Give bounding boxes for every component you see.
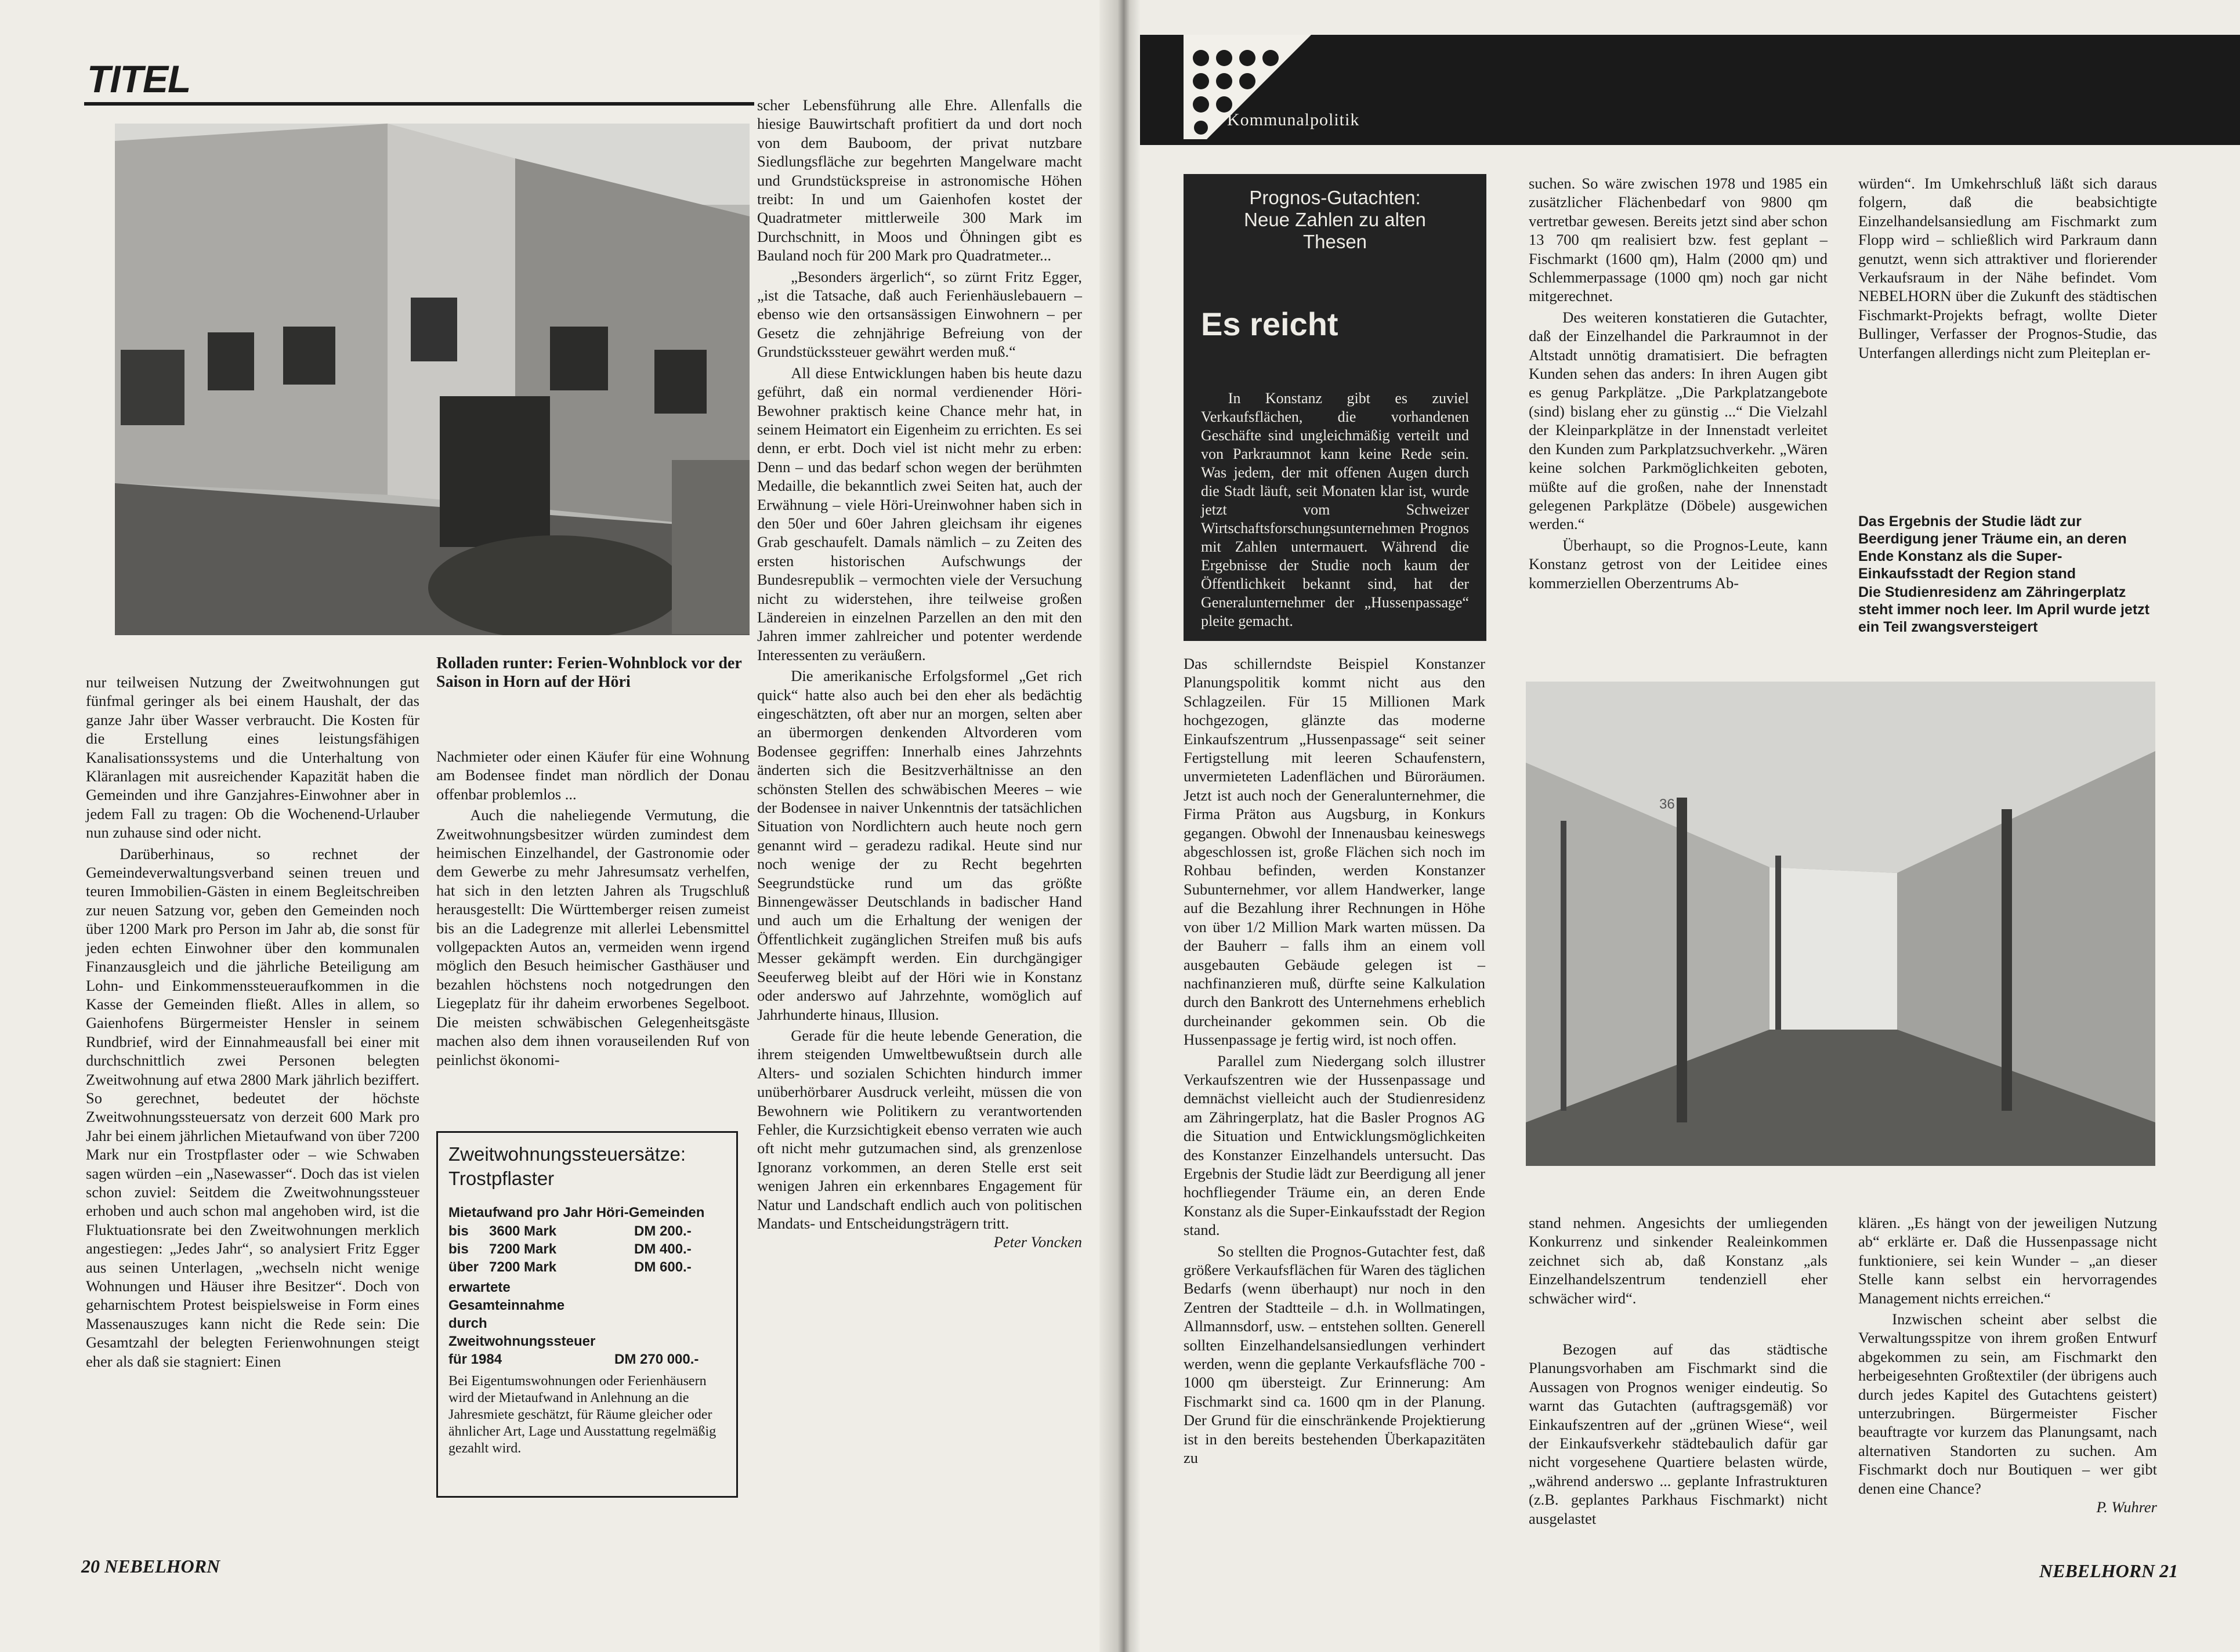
photo-caption: Die Studienresidenz am Zähringerplatz steht immer noch leer. Im April wurde jetzt ein Teil zwangsversteigert: [1858, 584, 2149, 635]
paragraph: suchen. So wäre zwischen 1978 und 1985 ein zusätzlicher Flächenbedarf von 9800 qm vertretbar gewesen. Bereits jetzt sind aber schon 13 700 qm realisiert bzw. fest geplant – Fischmarkt (1600 qm), Halm (2000 qm) und Schlemmerpassage (1000 qm) noch gar nicht mitgerechnet.: [1529, 175, 1828, 305]
sidebar-box: [1184, 174, 1486, 641]
row-value: DM 600.-: [634, 1259, 692, 1275]
sidebar-headline: Es reicht: [1201, 306, 1338, 342]
paragraph: klären. „Es hängt von der jeweiligen Nutzung ab“ erklärte er. Daß die Hussenpassage nicht funktioniere, sei kein Wunder – „an dieser Stelle kann selbst ein hervorragendes Management nichts erreichen.“: [1858, 1214, 2157, 1307]
arcade-photo: [1526, 682, 2155, 1166]
page-footer: NEBELHORN 21: [2039, 1560, 2179, 1581]
paragraph: Überhaupt, so die Prognos-Leute, kann Konstanz getrost von der Leitidee eines kommerziellen Oberzentrums Ab-: [1529, 536, 1828, 592]
paragraph: Des weiteren konstatieren die Gutachter, daß der Einzelhandel die Parkraumnot in der Altstadt unnötig dramatisiert. Die befragten Kunden sehen das anders: In ihren Augen gibt es genug Parkplätze. „Die Parkplatzangebote (sind) bislang eher zu günstig ...“ Die Vielzahl der Kleinparkplätze in der Innenstadt verleitet den Kunden zum Parkplatzsuchverkehr. „Wären keine solchen Parkmöglichkeiten geboten, müßte auf die großen, nahe der Innenstadt gelegenen Parkplätze (Döbele) ausgewichen werden.“: [1529, 308, 1828, 533]
box-row: [448, 1222, 726, 1240]
right-column-5: [1858, 1213, 2157, 1517]
paragraph: Inzwischen scheint aber selbst die Verwaltungsspitze von ihrem großen Entwurf abgekommen zu sein, am Fischmarkt den herbeigesehnten Großtextiler (der übrigens auch durch jedes Kapitel des Gutachtens geistert) unterzubringen. Bürgermeister Fischer beauftragte vor kurzem das Planungsamt, nach alternativen Standorten zu suchen. Am Fischmarkt doch nur Boutiquen – wer gibt denen eine Chance?: [1858, 1310, 2157, 1497]
paragraph: Darüberhinaus, so rechnet der Gemeindeverwaltungsverband seinen treuen und teuren Immobilien-Gästen in einem Begleitschreiben zur neuen Satzung vor, geben den Gemeinden noch über 1200 Mark pro Person im Jahr ab, die sonst für jeden echten Einwohner über den kommunalen Finanzausgleich und die jährliche Beteiligung am Lohn- und Einkommenssteueraufkommen in die Kasse der Gemeinden fließt. Alles in allem, so Gaienhofens Bürgermeister Hensler in seinem Rundbrief, wird der Einnahmeausfall bei einer mit durchschnittlich zwei Personen belegten Zweitwohnung auf etwa 2800 Mark jährlich beziffert. So gerechnet, bedeutet der höchste Zweitwohnungssteuersatz von derzeit 600 Mark pro Jahr bei einem jährlichen Mietaufwand von über 7200 Mark nur ein Trostpflaster oder – wie Schwaben sagen würden –ein „Nasewasser“. Doch das ist vielen schon zuviel: Seitdem die Zweitwohnungssteuer erhoben und auch schon mal angehoben wird, ist die Fluktuationsrate bei den Zweitwohnungen merklich angestiegen: „Jedes Jahr“, so analysiert Fritz Egger aus seinen Unterlagen, „wechseln nicht wenige Wohnungen und Häuser ihre Besitzer“. Doch von geharnischtem Protest beispielsweise in Form eines Massenauszuges kann nicht die Rede sein: Die Gesamtzahl der belegten Ferienwohnungen steigt eher als daß sie stagniert: Einen: [86, 845, 419, 1370]
paragraph: All diese Entwicklungen haben bis heute dazu geführt, daß ein normal verdienender Höri-Bewohner praktisch keine Chance mehr hat, in seinem Heimatort ein Eigenheim zu errichten. Es sei denn, er erbt. Doch viel ist nicht mehr zu erben: Denn – und das bedarf schon wegen der berühmten Medaille, die bekanntlich zwei Seiten hat, auch der Erwähnung – viele Höri-Ureinwohner haben sich in den 50er und 60er Jahren gleichsam ihr eigenes Grab geschaufelt. Damals nämlich – zu Zeiten des ersten historischen Aufschwungs der Bundesrepublik – vermochten viele der Versuchung nicht zu widerstehen, ihre teilweise großen Ländereien in einzelnen Parzellen an den mit den Jahren immer zahlreicher und potenter werdende Interessenten zu veräußern.: [757, 364, 1082, 664]
author: Peter Voncken: [993, 1233, 1082, 1251]
box-note: Bei Eigentumswohnungen oder Ferienhäusern wird der Mietaufwand in Anlehnung an die Jahresmiete geschätzt, für Räume gleicher oder ähnlicher Art, Lage und Ausstattung regelmäßig gezahlt wird.: [448, 1374, 716, 1456]
paragraph: scher Lebensführung alle Ehre. Allenfalls die hiesige Bauwirtschaft profitiert da und dort noch von dem Bauboom, der privat nutzbare Siedlungsfläche zur begehrten Mangelware macht und Grundstückspreise in astronomische Höhen treibt: In und um Gaienhofen kostet der Quadratmeter mittlerweile 300 Mark im Durchschnitt, in Moos und Öhningen gibt es Bauland noch für 200 Mark pro Quadratmeter...: [757, 96, 1082, 265]
row-value: DM 400.-: [634, 1241, 692, 1257]
box-row: [448, 1258, 726, 1276]
paragraph: Die amerikanische Erfolgsformel „Get rich quick“ hatte also auch bei den eher als bedächtig eingeschätzten, oft aber nur an morgen, selten aber an übermorgen denkenden Altvorderen vom Bodensee gegriffen: Innerhalb eines Jahrzehnts änderten sich die Besitzverhältnisse an den schönsten Stellen des schwäbischen Meeres – wie der Bodensee in naiver Unkenntnis der tatsächlichen Situation von Nordlichtern auch heute noch gern genannt wird – geradezu radikal. Heute sind nur noch wenige der zu Recht begehrten Seegrundstücke rund um das größte Binnengewässer Deutschlands in badischer Hand und auch um die Erhaltung der wenigen der Öffentlichkeit zugänglichen Streifen muß bis aufs Messer gekämpft werden. Ein durchgängiger Seeuferweg bleibt auf der Höri wie in Konstanz oder anderswo auf Jahrzehnte, womöglich auf Jahrhunderte hinaus, Illusion.: [757, 667, 1082, 1023]
row-amount: 7200 Mark: [489, 1259, 557, 1275]
paragraph: nur teilweisen Nutzung der Zweitwohnungen gut fünfmal geringer als bei einem Haushalt, der das ganze Jahr über Wasser verbraucht. Die Kosten für die Erstellung eines leistungsfähigen Kanalisationssystems und die Unterhaltung von Kläranlagen mit ausreichender Kapazität haben die Gemeinden und ihre Ganzjahres-Einwohner aber in jedem Fall zu tragen: Ob die Wochenend-Urlauber nun zuhause sind oder nicht.: [86, 673, 419, 842]
box-expected-value: DM 270 000.-: [614, 1352, 699, 1367]
paragraph: würden“. Im Umkehrschluß läßt sich daraus folgern, daß die beabsichtigte Einzelhandelsansiedlung am Fischmarkt zum Flopp wird – schließlich wird Parkraum dann genutzt, wenn sich attraktiver und florierender Verkaufsraum in der Nähe befindet. Vom NEBELHORN über die Zukunft des städtischen Fischmarkt-Projekts befragt, wollte Dieter Bullinger, Verfasser der Prognos-Studie, das Unterfangen allerdings nicht zum Pleiteplan er-: [1858, 175, 2157, 361]
section-label: Kommunalpolitik: [1227, 110, 1360, 129]
pull-quote-caption: Das Ergebnis der Studie lädt zur Beerdigung jener Träume ein, an deren Ende Konstanz als die Super-Einkaufsstadt der Region stand: [1858, 513, 2127, 582]
sidebar-kicker: Prognos-Gutachten: Neue Zahlen zu alten Thesen: [1244, 187, 1426, 252]
book-spine: [1099, 0, 1140, 1652]
paragraph: So stellten die Prognos-Gutachter fest, daß größere Verkaufsflächen für Waren des täglichen Bedarfs (wenn überhaupt) nur noch in den Zentren der Stadtteile – d.h. in Wollmatingen, Allmannsdorf, usw. – entstehen sollten. Generell sollten Einzelhandelsansiedlungen verhindert werden, wenn die geplante Verkaufsfläche 700 - 1000 qm übersteigt. Zur Erinnerung: Am Fischmarkt sind ca. 1600 qm in der Planung. Der Grund für die einschränkende Projektierung ist in den bereits bestehenden Überkapazitäten zu: [1184, 1242, 1485, 1467]
left-column-3: [757, 96, 1082, 1252]
row-amount: 7200 Mark: [489, 1241, 557, 1257]
paragraph: Gerade für die heute lebende Generation, die ihrem steigenden Umweltbewußtsein durch alle Alters- und sozialen Schichten hindurch immer unüberhörbarer Ausdruck verleiht, müssen die von Bewohnern wie Politikern zu verantwortenden Fehler, die Kurzsichtigkeit ebenso verraten wie auch oft nicht mehr gutzumachen sind, als grenzenlose Ignoranz vorkommen, an deren Stelle erst seit wenigen Jahren ein erkennbares Engagement für Natur und Landschaft endlich auch von politischen Mandats- und Entscheidungsträgern tritt.: [757, 1026, 1082, 1232]
row-value: DM 200.-: [634, 1223, 692, 1239]
paragraph: stand nehmen. Angesichts der umliegenden Konkurrenz und sinkender Realeinkommen zeichnet sich ab, daß Konstanz „als Einzelhandelszentrum tendenziell eher schwächer wird“.: [1529, 1214, 1828, 1307]
box-expected-label: erwartete Gesamteinnahme durch Zweitwohnungssteuer für 1984: [448, 1280, 596, 1367]
paragraph: Nachmieter oder einen Käufer für eine Wohnung am Bodensee findet man nördlich der Donau offenbar problemlos ...: [436, 748, 750, 803]
paragraph: Parallel zum Niedergang solch illustrer Verkaufszentren wie der Hussenpassage und demnächst vielleicht auch der Studienresidenz am Zähringerplatz, hat die Basler Prognos AG die Situation und Entwicklungsmöglichkeiten des Konstanzer Einzelhandels untersucht. Das Ergebnis der Studie lädt zur Beerdigung all jener hochfliegender Träume ein, an deren Ende Konstanz als die Super-Einkaufsstadt der Region stand.: [1184, 1052, 1485, 1239]
author: P. Wuhrer: [2096, 1498, 2157, 1516]
right-column-1: [1184, 654, 1485, 1467]
section-label: TITEL: [87, 57, 191, 100]
box-expected: [448, 1278, 726, 1368]
paragraph: Bezogen auf das städtische Planungsvorhaben am Fischmarkt sind die Aussagen von Prognos weniger eindeutig. So warnt das Gutachten (auftragsgemäß) vor Einkaufszentren auf der „grünen Wiese“, weil der Einkaufsverkehr städtebaulich dafür gar nicht vorgesehene Quartiere belasten würde, „während anderswo ... geplante Infrastrukturen (z.B. geplantes Parkhaus Fischmarkt) nicht ausgelastet: [1529, 1341, 1828, 1527]
right-column-3: [1858, 174, 2157, 362]
left-column-2: [436, 747, 750, 1069]
box-row: [448, 1240, 726, 1258]
paragraph: „Besonders ärgerlich“, so zürnt Fritz Egger, „ist die Tatsache, daß auch Ferienhäuslebauern – ebenso wie den ortsansässigen Einwohnern – per Gesetz die zehnjährige Befreiung von der Grundstückssteuer gewährt werden muß.“: [757, 267, 1082, 361]
row-amount: 3600 Mark: [489, 1223, 557, 1239]
photo-number-sign: 36: [1659, 796, 1675, 812]
box-header: Mietaufwand pro Jahr Höri-Gemeinden: [448, 1205, 705, 1220]
photo-caption: Rolladen runter: Ferien-Wohnblock vor der Saison in Horn auf der Höri: [436, 654, 742, 691]
page-footer: 20 NEBELHORN: [81, 1556, 220, 1577]
box-rows: [448, 1222, 726, 1276]
right-column-2: [1529, 174, 1828, 592]
box-subtitle: Trostpflaster: [448, 1168, 555, 1189]
apartment-block-photo: [115, 124, 750, 635]
right-column-4: [1529, 1213, 1828, 1528]
left-column-1: [86, 673, 419, 1371]
paragraph: Auch die naheliegende Vermutung, die Zweitwohnungsbesitzer würden zumindest dem heimischen Einzelhandel, der Gastronomie oder dem Gewerbe zu mehr Jahresumsatz verhelfen, hat sich in den letzten Jahren als Trugschluß herausgestellt: Die Württemberger reisen zumeist bis an die Ladegrenze mit allerlei Lebensmittel vollgepackten Autos an, vermeiden wenn irgend möglich den Besuch heimischer Gasthäuser und bezahlen höchstens noch notgedrungen den Liegeplatz für ihr daheim erworbenes Segelboot. Die meisten schwäbischen Gelegenheitsgäste machen also dem ihnen vorauseilenden Ruf von peinlichst ökonomi-: [436, 806, 750, 1068]
box-title: Zweitwohnungssteuersätze:: [448, 1143, 686, 1165]
right-page: [1140, 0, 2240, 1652]
tax-rate-box: [436, 1131, 738, 1498]
section-rule: [84, 102, 754, 106]
paragraph: Das schillerndste Beispiel Konstanzer Planungspolitik kommt nicht aus den Schlagzeilen. Für 15 Millionen Mark hochgezogen, glänzte das moderne Einkaufszentrum „Hussenpassage“ seit seiner Fertigstellung mit leeren Schaufenstern, unvermieteten Ladenflächen und Büroräumen. Jetzt ist auch noch der Generalunternehmer, die Firma Präton aus Augsburg, in Konkurs gegangen. Obwohl der Innenausbau keineswegs abgeschlossen ist, große Flächen sich noch im Rohbau befinden, werden Konstanzer Subunternehmer, vor allem Handwerker, lange auf die Bezahlung ihrer Rechnungen in Höhe von über 1/2 Million Mark warten müssen. Da der Bauherr – falls ihm an einem voll ausgebauten Gebäude gelegen ist – nachfinanzieren muß, dürfte seine Kalkulation durch den Bankrott des Unternehmens erheblich durcheinander gekommen sein. Ob die Hussenpassage je fertig wird, ist noch offen.: [1184, 655, 1485, 1049]
row-label: über: [448, 1259, 479, 1275]
sidebar-lead: In Konstanz gibt es zuviel Verkaufsflächen, die vorhandenen Geschäfte sind ungleichmäßig verteilt und von Parkraumnot kann keine Rede sein. Was jedem, der mit offenen Augen durch die Stadt läuft, seit Monaten klar ist, wurde jetzt vom Schweizer Wirtschaftsforschungsunternehmen Prognos mit Zahlen untermauert. Während die Ergebnisse der Studie noch kaum der Öffentlichkeit bekannt sind, hat der Generalunternehmer der „Hussenpassage“ pleite gemacht.: [1201, 390, 1469, 629]
row-label: bis: [448, 1241, 469, 1257]
row-label: bis: [448, 1223, 469, 1239]
